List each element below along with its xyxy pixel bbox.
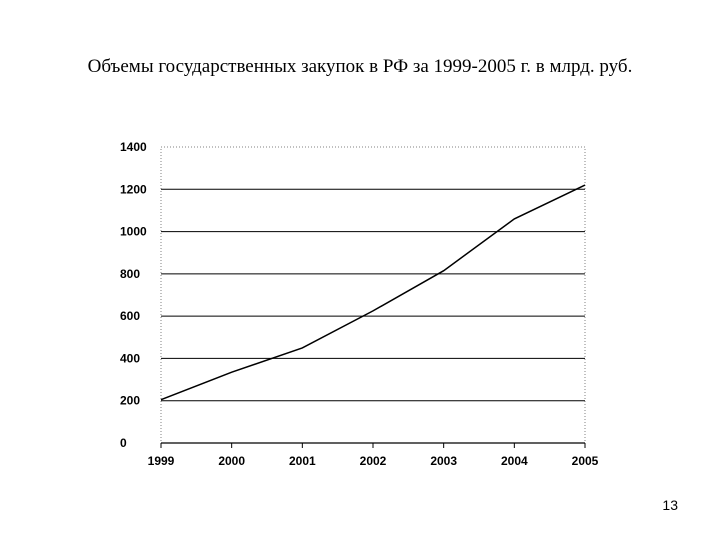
y-tick-label-200: 200 (120, 393, 141, 408)
x-tick-label-2000: 2000 (218, 454, 246, 468)
x-tick-label-1999: 1999 (147, 454, 175, 468)
page-number: 13 (662, 497, 678, 513)
y-tick-label-1400: 1400 (120, 140, 147, 154)
y-tick-label-600: 600 (120, 309, 141, 324)
chart-title: Объемы государственных закупок в РФ за 1999-2005 г. в млрд. руб. (87, 56, 633, 77)
x-tick-label-2005: 2005 (571, 454, 599, 468)
y-tick-label-800: 800 (120, 266, 141, 281)
x-tick-label-2004: 2004 (500, 454, 528, 468)
y-tick-label-1000: 1000 (120, 224, 147, 239)
y-tick-label-400: 400 (120, 351, 141, 366)
x-tick-label-2003: 2003 (430, 454, 458, 468)
y-tick-label-1200: 1200 (120, 182, 147, 197)
series-line-0 (161, 185, 585, 400)
x-tick-label-2001: 2001 (288, 454, 316, 468)
plot-area-border (161, 147, 585, 443)
x-tick-label-2002: 2002 (359, 454, 387, 468)
y-tick-label-0: 0 (120, 436, 127, 450)
